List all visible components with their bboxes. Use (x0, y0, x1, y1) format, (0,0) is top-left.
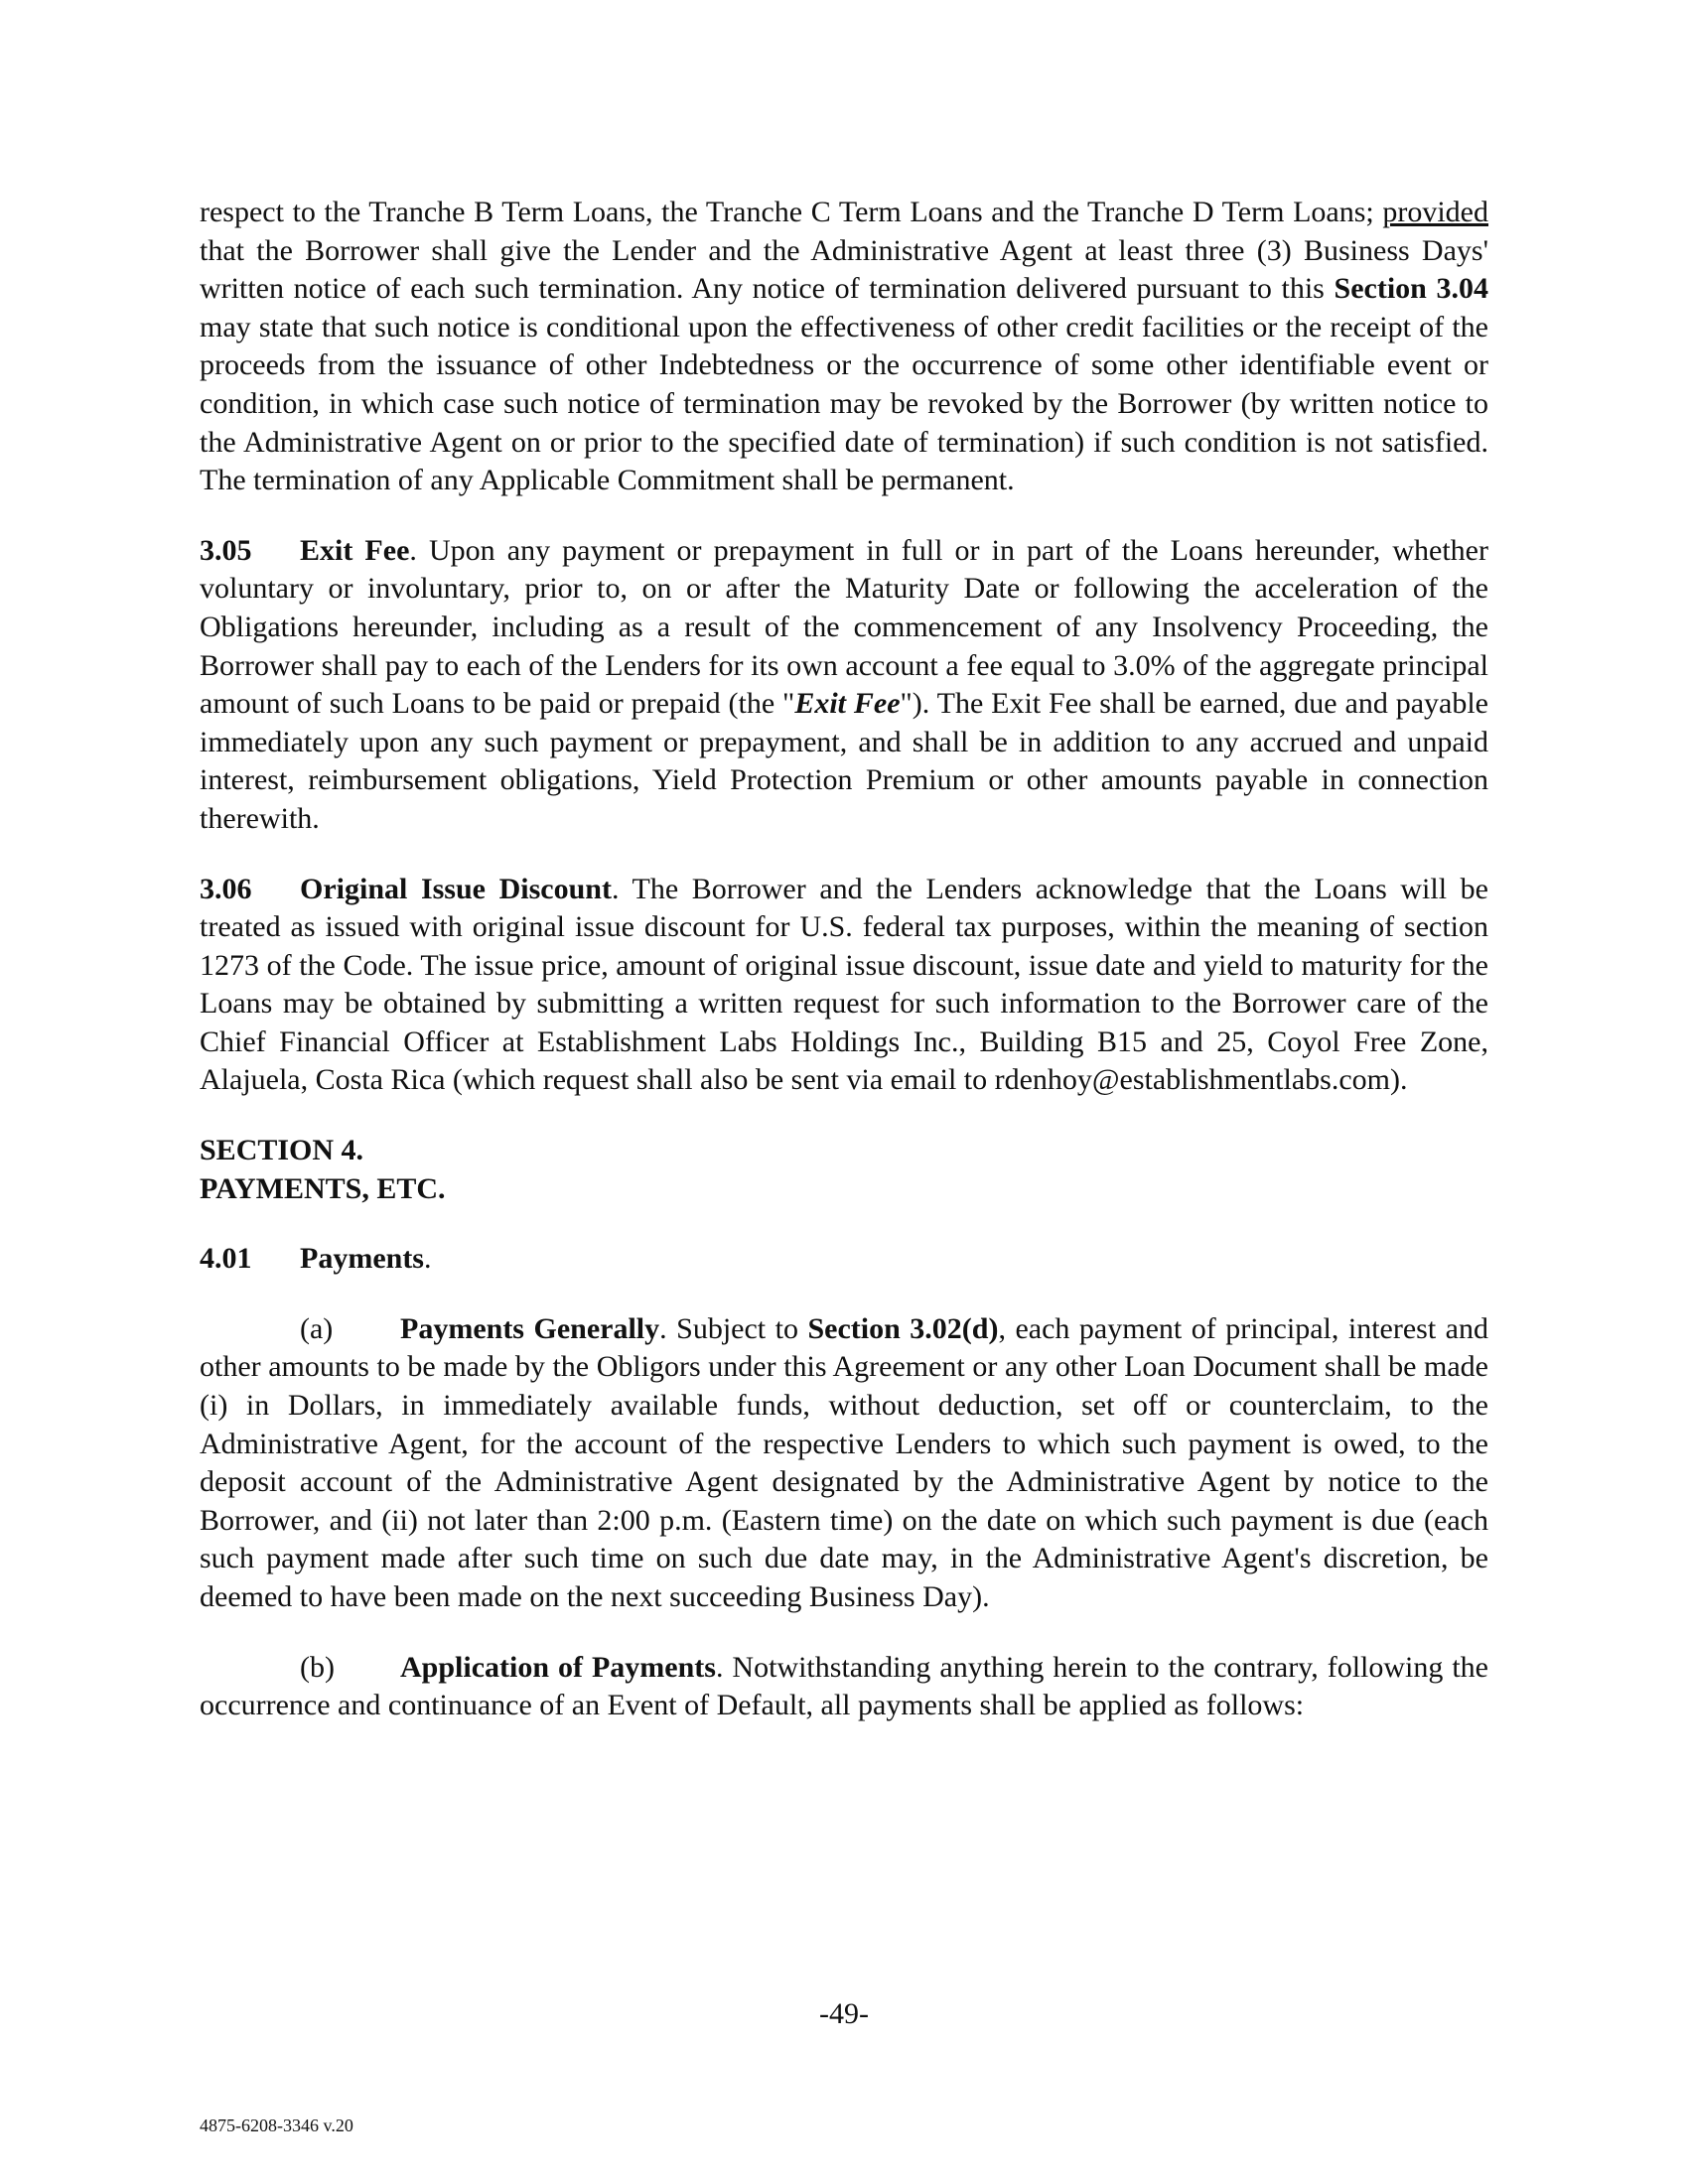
page-body (200, 194, 1488, 1757)
section-3-05-exit-fee: 3.05 Exit Fee. Upon any payment or prepayment in full or in part of the Loans hereunder, whether voluntary or involuntary, prior to, on or after the Maturity Date or following the acceleration of the Obligations hereunder, including as a result of the commencement of any Insolvency Proceeding, the Borrower shall pay to each of the Lenders for its own account a fee equal to 3.0% of the aggregate principal amount of such Loans to be paid or prepaid (the "Exit Fee"). The Exit Fee shall be earned, due and payable immediately upon any such payment or prepayment, and shall be in addition to any accrued and unpaid interest, reimbursement obligations, Yield Protection Premium or other amounts payable in connection therewith. (200, 533, 1488, 835)
section-number: 3.05 (200, 533, 252, 567)
page-number: -49- (819, 1997, 869, 2030)
section-4-title: PAYMENTS, ETC. (200, 1171, 446, 1205)
section-reference: Section 3.04 (1334, 272, 1489, 306)
section-4-number: SECTION 4. (200, 1134, 364, 1167)
clause-title: Application of Payments (400, 1650, 716, 1684)
section-4-heading (200, 1132, 1488, 1208)
section-3-06-original-issue-discount: 3.06 Original Issue Discount. The Borrower and the Lenders acknowledge that the Loans will be treated as issued with original issue discount for U.S. federal tax purposes, within the meaning of section 1273 of the Code. The issue price, amount of original issue discount, issue date and yield to maturity for the Loans may be obtained by submitting a written request for such information to the Borrower care of the Chief Financial Officer at Establishment Labs Holdings Inc., Building B15 and 25, Coyol Free Zone, Alajuela, Costa Rica (which request shall also be sent via email to rdenhoy@establishmentlabs.com). (200, 872, 1488, 1097)
clause-enumerator: (b) (300, 1650, 335, 1684)
section-reference: Section 3.02(d) (807, 1311, 999, 1345)
clause-title: Payments Generally (400, 1311, 660, 1345)
section-title: Exit Fee (300, 533, 410, 567)
clause-enumerator: (a) (300, 1311, 334, 1345)
paragraph-termination-continued: respect to the Tranche B Term Loans, the Tranche C Term Loans and the Tranche D Term Loans; provided that the Borrower shall give the Lender and the Administrative Agent at least three (3) Business Days' written notice of each such termination. Any notice of termination delivered pursuant to this Section 3.04 may state that such notice is conditional upon the effectiveness of other credit facilities or the receipt of the proceeds from the issuance of other Indebtedness or the occurrence of some other identifiable event or condition, in which case such notice of termination may be revoked by the Borrower (by written notice to the Administrative Agent on or prior to the specified date of termination) if such condition is not satisfied. The termination of any Applicable Commitment shall be permanent. (200, 196, 1489, 497)
section-title: Original Issue Discount (300, 872, 612, 905)
provided-term: provided (1382, 196, 1488, 228)
defined-term: Exit Fee (794, 687, 901, 721)
section-number: 3.06 (200, 872, 252, 905)
document-id: 4875-6208-3346 v.20 (200, 2116, 353, 2135)
clause-4-01-b-application-of-payments: (b) Application of Payments. Notwithstanding anything herein to the contrary, following the occurrence and continuance of an Event of Default, all payments shall be applied as follows: (200, 1650, 1488, 1722)
section-4-01-heading: 4.01 Payments. (200, 1240, 1488, 1279)
section-title: Payments (300, 1242, 424, 1276)
section-number: 4.01 (200, 1242, 252, 1276)
clause-4-01-a-payments-generally: (a) Payments Generally. Subject to Section 3.02(d), each payment of principal, interest and other amounts to be made by the Obligors under this Agreement or any other Loan Document shall be made (i) in Dollars, in immediately available funds, without deduction, set off or counterclaim, to the Administrative Agent, for the account of the respective Lenders to which such payment is owed, to the deposit account of the Administrative Agent designated by the Administrative Agent by notice to the Borrower, and (ii) not later than 2:00 p.m. (Eastern time) on the date on which such payment is due (each such payment made after such time on such due date may, in the Administrative Agent's discretion, be deemed to have been made on the next succeeding Business Day). (200, 1311, 1488, 1613)
